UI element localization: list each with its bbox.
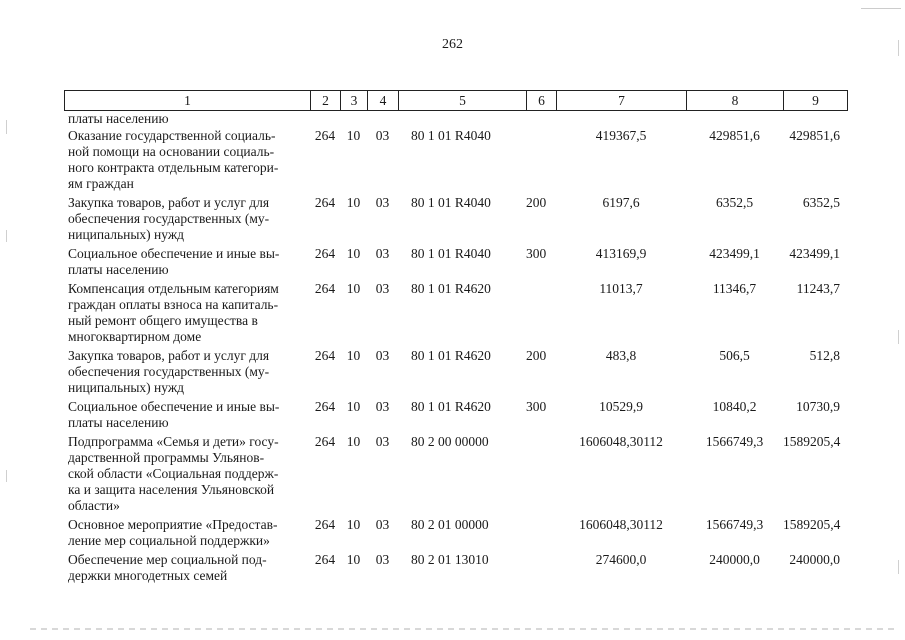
scan-mark-left-3: [6, 470, 7, 482]
table-body: [64, 111, 848, 584]
amount-col-9: 10730,9: [796, 399, 840, 414]
row-description: [64, 399, 310, 431]
ministry-code: 264: [314, 434, 336, 449]
description-line: ской области «Социальная поддерж-: [68, 466, 279, 481]
amount-col-9: 1589205,4: [783, 434, 841, 449]
description-line: граждан оплаты взноса на капиталь-: [68, 297, 279, 312]
amount-col-9: [783, 111, 848, 127]
scan-mark-right-3: [898, 560, 899, 574]
description-line: Социальное обеспечение и иные вы-: [68, 246, 280, 261]
description-line: ям граждан: [68, 176, 134, 191]
amount-col-7: 1606048,30112: [579, 517, 663, 532]
expense-type-code: 200: [526, 195, 547, 210]
expense-type-code: [526, 128, 556, 192]
header-col-1: 1: [65, 91, 311, 110]
header-col-7: 7: [557, 91, 687, 110]
target-article-code: 80 1 01 R4620: [411, 348, 491, 363]
target-article-code: 80 2 01 00000: [411, 517, 489, 532]
header-col-9: 9: [812, 93, 819, 108]
table-header-row: [64, 90, 848, 111]
section-code: 10: [346, 434, 361, 449]
description-line: Обеспечение мер социальной под-: [68, 552, 267, 567]
description-line: ниципальных) нужд: [68, 227, 185, 242]
description-line: Оказание государственной социаль-: [68, 128, 276, 143]
row-description: [64, 111, 310, 127]
amount-col-8: 423499,1: [709, 246, 760, 261]
ministry-code: 264: [314, 348, 336, 363]
target-article-code: 80 2 01 13010: [411, 552, 489, 567]
header-col-6: 6: [527, 91, 557, 110]
description-line: держки многодетных семей: [68, 568, 228, 583]
scan-noise-bottom: [30, 628, 895, 630]
description-line: ка и защита населения Ульяновской: [68, 482, 275, 497]
description-line: Подпрограмма «Семья и дети» госу-: [68, 434, 279, 449]
scan-mark-left-2: [6, 230, 7, 242]
table-row: [64, 128, 848, 192]
budget-table: [64, 90, 848, 587]
expense-type-code: 300: [526, 246, 547, 261]
target-article-code: 80 1 01 R4620: [411, 399, 491, 414]
expense-type-code: [526, 281, 556, 345]
amount-col-7: 11013,7: [599, 281, 643, 296]
amount-col-8: 11346,7: [712, 281, 757, 296]
target-article-code: [398, 111, 526, 127]
amount-col-7: 274600,0: [595, 552, 647, 567]
amount-col-7: 6197,6: [602, 195, 640, 210]
target-article-code: 80 1 01 R4040: [411, 128, 491, 143]
section-code: 10: [346, 128, 361, 143]
amount-col-9: 11243,7: [796, 281, 840, 296]
section-code: 10: [346, 517, 361, 532]
table-row: [64, 111, 848, 127]
section-code: [340, 111, 367, 127]
ministry-code: 264: [314, 246, 336, 261]
row-description: [64, 246, 310, 278]
description-line: Основное мероприятие «Предостав-: [68, 517, 278, 532]
target-article-code: 80 1 01 R4620: [411, 281, 491, 296]
header-col-3: 3: [341, 91, 368, 110]
table-row: [64, 434, 848, 514]
target-article-code: 80 1 01 R4040: [411, 195, 491, 210]
row-description: [64, 348, 310, 396]
amount-col-7: 1606048,30112: [579, 434, 663, 449]
description-line: обеспечения государственных (му-: [68, 211, 270, 226]
description-line: Социальное обеспечение и иные вы-: [68, 399, 280, 414]
description-line: Компенсация отдельным категориям: [68, 281, 279, 296]
ministry-code: 264: [314, 399, 336, 414]
scan-mark-top: [861, 8, 901, 9]
subsection-code: 03: [375, 399, 390, 414]
table-row: [64, 195, 848, 243]
section-code: 10: [346, 246, 361, 261]
description-line: платы населению: [68, 262, 169, 277]
subsection-code: [367, 111, 398, 127]
description-line: ной помощи на основании социаль-: [68, 144, 275, 159]
section-code: 10: [346, 399, 361, 414]
subsection-code: 03: [375, 195, 390, 210]
scan-mark-right-2: [898, 330, 899, 344]
amount-col-9: 6352,5: [802, 195, 840, 210]
subsection-code: 03: [375, 552, 390, 567]
table-row: [64, 246, 848, 278]
amount-col-7: 419367,5: [595, 128, 647, 143]
scan-mark-left-1: [6, 120, 7, 134]
page-number: 262: [442, 37, 463, 52]
description-line: области»: [68, 498, 120, 513]
subsection-code: 03: [375, 517, 390, 532]
amount-col-8: 6352,5: [715, 195, 754, 210]
amount-col-9: 1589205,4: [783, 517, 841, 532]
amount-col-8: 1566749,3: [705, 434, 764, 449]
header-col-4: 4: [368, 91, 399, 110]
table-row: [64, 281, 848, 345]
ministry-code: 264: [314, 517, 336, 532]
expense-type-code: [526, 552, 556, 584]
ministry-code: 264: [314, 281, 336, 296]
amount-col-8: 1566749,3: [705, 517, 764, 532]
description-line: Закупка товаров, работ и услуг для: [68, 348, 270, 363]
amount-col-7: 483,8: [605, 348, 637, 363]
ministry-code: [310, 111, 340, 127]
description-line: многоквартирном доме: [68, 329, 202, 344]
table-row: [64, 552, 848, 584]
header-col-5: 5: [399, 91, 527, 110]
amount-col-8: 429851,6: [709, 128, 760, 143]
description-line: ниципальных) нужд: [68, 380, 185, 395]
header-col-2: 2: [311, 91, 341, 110]
amount-col-8: 506,5: [719, 348, 750, 363]
amount-col-8: [686, 111, 783, 127]
subsection-code: 03: [375, 348, 390, 363]
target-article-code: 80 1 01 R4040: [411, 246, 491, 261]
section-code: 10: [346, 348, 361, 363]
expense-type-code: [526, 111, 556, 127]
description-line: ного контракта отдельным категори-: [68, 160, 279, 175]
ministry-code: 264: [314, 552, 336, 567]
row-description: [64, 128, 310, 192]
amount-col-9: 429851,6: [789, 128, 840, 143]
expense-type-code: [526, 517, 556, 549]
row-description: [64, 195, 310, 243]
amount-col-9: 423499,1: [789, 246, 840, 261]
target-article-code: 80 2 00 00000: [411, 434, 489, 449]
expense-type-code: [526, 434, 556, 514]
amount-col-7: 413169,9: [595, 246, 647, 261]
description-line: дарственной программы Ульянов-: [68, 450, 265, 465]
table-row: [64, 399, 848, 431]
description-line: ление мер социальной поддержки»: [68, 533, 270, 548]
description-line: платы населению: [68, 111, 169, 126]
expense-type-code: 200: [526, 348, 547, 363]
description-line: платы населению: [68, 415, 169, 430]
section-code: 10: [346, 195, 361, 210]
amount-col-8: 10840,2: [712, 399, 757, 414]
subsection-code: 03: [375, 434, 390, 449]
subsection-code: 03: [375, 246, 390, 261]
description-line: ный ремонт общего имущества в: [68, 313, 258, 328]
section-code: 10: [346, 552, 361, 567]
row-description: [64, 281, 310, 345]
amount-col-7: [556, 111, 686, 127]
table-row: [64, 348, 848, 396]
description-line: Закупка товаров, работ и услуг для: [68, 195, 270, 210]
ministry-code: 264: [314, 195, 336, 210]
section-code: 10: [346, 281, 361, 296]
ministry-code: 264: [314, 128, 336, 143]
amount-col-8: 240000,0: [709, 552, 760, 567]
table-row: [64, 517, 848, 549]
subsection-code: 03: [375, 128, 390, 143]
subsection-code: 03: [375, 281, 390, 296]
expense-type-code: 300: [526, 399, 547, 414]
amount-col-9: 512,8: [809, 348, 840, 363]
row-description: [64, 434, 310, 514]
amount-col-9: 240000,0: [789, 552, 840, 567]
header-col-8: 8: [687, 91, 784, 110]
row-description: [64, 517, 310, 549]
amount-col-7: 10529,9: [599, 399, 643, 414]
row-description: [64, 552, 310, 584]
description-line: обеспечения государственных (му-: [68, 364, 270, 379]
